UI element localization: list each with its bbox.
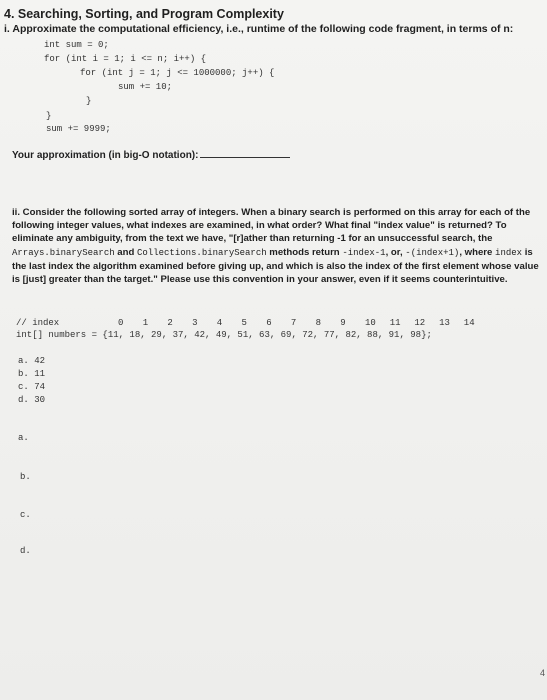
answer-slot-a[interactable]: a. <box>18 433 29 443</box>
prompt-text: ii. Consider the following sorted array of integers. When a binary search is performed on this array for each of the following integer values, what indexes are examined, in what order? What final "index value" is returned? To eliminate any ambiguity, from the text we have, "[r]ather than returning -1 for an unsuccessful search, the <box>12 207 531 245</box>
index-label: 5 <box>241 318 247 328</box>
big-o-answer-blank[interactable] <box>200 157 290 158</box>
code-line: sum += 9999; <box>46 124 111 134</box>
array-declaration: int[] numbers = {11, 18, 29, 37, 42, 49, 51, 63, 69, 72, 77, 82, 88, 91, 98}; <box>16 330 432 340</box>
prompt-code: index <box>495 247 523 258</box>
index-label: 14 <box>463 318 475 328</box>
index-label: 10 <box>365 318 376 328</box>
target-item: c. 74 <box>18 382 46 392</box>
big-o-answer-line <box>12 150 290 161</box>
index-row <box>0 318 547 330</box>
prompt-text: and <box>114 246 138 258</box>
index-label: 11 <box>389 318 401 328</box>
index-comment: // index <box>16 318 60 328</box>
big-o-answer-label: Your approximation (in big-O notation): <box>12 150 199 161</box>
prompt-text: methods return <box>266 246 343 258</box>
index-label: 12 <box>414 318 426 328</box>
prompt-text: is the last index the algorithm examined before giving up, and which is also the index of the first element whose value is [just] greater than the target." Please use this convention in your answer, even if it seems counterintuitive. <box>12 246 539 286</box>
index-label: 6 <box>266 318 272 328</box>
index-label: 8 <box>315 318 321 328</box>
prompt-text: , where <box>459 246 496 258</box>
prompt-text: , or, <box>385 246 406 258</box>
answer-slot-d[interactable]: d. <box>20 546 31 556</box>
index-label: 13 <box>439 318 450 328</box>
prompt-code: -(index+1) <box>405 247 460 258</box>
target-item: a. 42 <box>18 356 46 366</box>
index-label: 7 <box>290 318 297 328</box>
prompt-code: Collections.binarySearch <box>137 247 267 258</box>
index-label: 1 <box>142 318 149 328</box>
target-item: d. 30 <box>18 395 46 405</box>
answer-slot-c[interactable]: c. <box>20 510 31 520</box>
question-2-prompt <box>12 206 540 286</box>
prompt-code: Arrays.binarySearch <box>12 247 115 258</box>
index-label: 2 <box>167 318 173 328</box>
question-1-prompt: i. Approximate the computational efficiency, i.e., runtime of the following code fragment, in terms of n: <box>4 23 514 35</box>
code-line: } <box>86 96 92 106</box>
code-line: int sum = 0; <box>44 40 109 50</box>
section-title: 4. Searching, Sorting, and Program Complexity <box>4 7 284 21</box>
code-line: sum += 10; <box>118 82 173 92</box>
target-item: b. 11 <box>18 369 46 379</box>
code-line: } <box>46 111 52 121</box>
prompt-code: -index-1 <box>342 247 386 258</box>
index-label: 0 <box>118 318 124 328</box>
code-line: for (int j = 1; j <= 1000000; j++) { <box>80 68 275 78</box>
index-label: 4 <box>216 318 223 328</box>
page-number: 4 <box>539 668 545 678</box>
answer-slot-b[interactable]: b. <box>20 472 31 482</box>
code-line: for (int i = 1; i <= n; i++) { <box>44 54 207 64</box>
index-label: 9 <box>340 318 346 328</box>
index-label: 3 <box>192 318 198 328</box>
